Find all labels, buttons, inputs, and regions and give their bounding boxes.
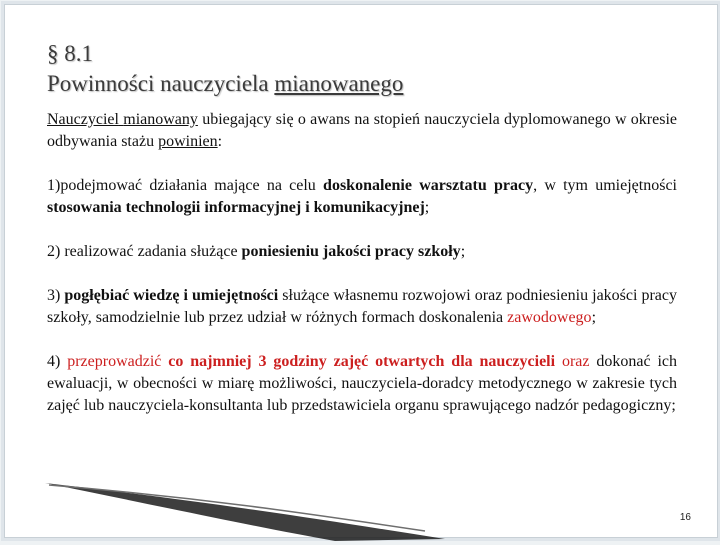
item1-text-a: 1)podejmować działania mające na celu xyxy=(47,177,324,194)
intro-paragraph xyxy=(47,109,677,153)
intro-colon: : xyxy=(217,133,223,150)
item3-text-b: służące własnemu rozwojowi oraz podniesieniu jakości pracy szkoły, samodzielnie lub przez udział w różnych formach doskonalenia xyxy=(47,287,678,326)
item4-text-a: 4) xyxy=(47,353,68,370)
item1-text-c: ; xyxy=(424,199,430,216)
list-item-2 xyxy=(47,241,677,263)
slide-title xyxy=(47,39,403,99)
item4-red-a: przeprowadzić xyxy=(67,353,169,370)
intro-qualifier: mianowany xyxy=(123,111,198,128)
intro-text: ubiegający się o awans na stopień nauczyciela dyplomowanego w okresie odbywania stażu xyxy=(47,111,678,150)
section-heading xyxy=(47,69,403,99)
item2-text-a: 2) realizować zadania służące xyxy=(47,243,242,260)
item4-red-b: oraz xyxy=(555,353,590,370)
item3-red-a: zawodowego xyxy=(507,309,592,326)
page-number: 16 xyxy=(679,512,691,523)
intro-subject: Nauczyciel xyxy=(47,111,119,128)
heading-text: Powinności nauczyciela xyxy=(47,71,275,96)
item2-bold-a: poniesieniu jakości pracy szkoły xyxy=(241,243,461,260)
slide-body xyxy=(47,109,677,439)
list-item-4 xyxy=(47,351,677,417)
item2-text-b: ; xyxy=(460,243,466,260)
item4-red-bold: co najmniej 3 godziny zajęć otwartych dla nauczycieli xyxy=(168,353,556,370)
decorative-swoosh xyxy=(5,475,720,545)
item3-text-a: 3) xyxy=(47,287,65,304)
item1-bold-b: stosowania technologii informacyjnej i komunikacyjnej xyxy=(47,199,425,216)
intro-duty: powinien xyxy=(158,133,218,150)
item4-text-b: dokonać ich ewaluacji, w obecności w miarę możliwości, nauczyciela-doradcy metodycznego w zakresie tych zajęć lub nauczyciela-konsultanta lub przedstawiciela organu sprawującego nadzór pedagogiczny; xyxy=(47,353,678,414)
heading-underlined-word: mianowanego xyxy=(274,71,404,96)
item3-text-c: ; xyxy=(591,309,597,326)
section-number: § 8.1 xyxy=(47,41,93,66)
item1-bold-a: doskonalenie warsztatu pracy xyxy=(323,177,534,194)
slide xyxy=(4,4,718,538)
item3-bold-a: pogłębiać wiedzę i umiejętności xyxy=(64,287,279,304)
list-item-1 xyxy=(47,175,677,219)
item1-text-b: , w tym umiejętności xyxy=(533,177,677,194)
list-item-3 xyxy=(47,285,677,329)
